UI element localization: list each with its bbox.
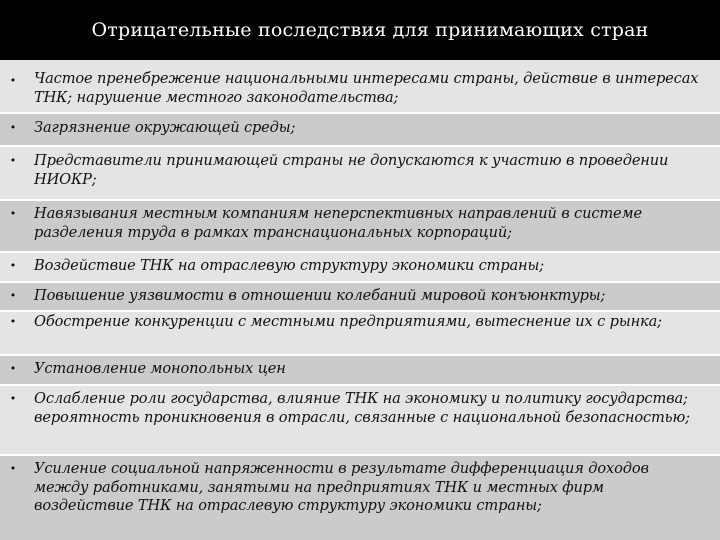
list-item-text: Загрязнение окружающей среды; bbox=[34, 119, 296, 136]
list-item-text: Частое пренебрежение национальными интересами страны, действие в интересах ТНК; нарушение местного законодательства; bbox=[34, 70, 699, 106]
list-item-text: Усиление социальной напряженности в результате дифференциация доходов между работниками, занятыми на предприятиях ТНК и местных фирм воздействие ТНК на отраслевую структуру экономики страны; bbox=[34, 460, 649, 514]
list-item bbox=[0, 283, 720, 310]
list-item bbox=[0, 253, 720, 281]
list-item bbox=[0, 386, 720, 454]
list-item-text: Обострение конкуренции с местными предприятиями, вытеснение их с рынка; bbox=[34, 313, 662, 330]
bullet-icon: • bbox=[9, 154, 17, 167]
title-bar bbox=[0, 0, 720, 60]
list-item bbox=[0, 114, 720, 145]
list-item-text: Навязывания местным компаниям неперспективных направлений в системе разделения труда в рамках транснациональных корпораций; bbox=[34, 205, 642, 241]
slide-title: Отрицательные последствия для принимающих стран bbox=[91, 19, 649, 41]
bullet-icon: • bbox=[9, 289, 17, 302]
list-item bbox=[0, 60, 720, 112]
bullet-icon: • bbox=[9, 392, 17, 405]
list-item-text: Представители принимающей страны не допускаются к участию в проведении НИОКР; bbox=[34, 152, 669, 188]
bullet-icon: • bbox=[9, 462, 17, 475]
bullet-icon: • bbox=[9, 259, 17, 272]
list-item-text: Воздействие ТНК на отраслевую структуру экономики страны; bbox=[34, 257, 545, 274]
list-item bbox=[0, 456, 720, 540]
bullet-icon: • bbox=[9, 207, 17, 220]
list-item bbox=[0, 312, 720, 354]
bullet-icon: • bbox=[9, 362, 17, 375]
bullet-icon: • bbox=[9, 315, 17, 328]
list-item-text: Установление монопольных цен bbox=[34, 360, 286, 377]
list-item bbox=[0, 147, 720, 199]
list-item-text: Ослабление роли государства, влияние ТНК на экономику и политику государства; вероятность проникновения в отрасли, связанные с национальной безопасностью; bbox=[34, 390, 690, 426]
list-item bbox=[0, 356, 720, 384]
list-item-text: Повышение уязвимости в отношении колебаний мировой конъюнктуры; bbox=[34, 287, 606, 304]
bullet-icon: • bbox=[9, 74, 17, 87]
bullet-icon: • bbox=[9, 121, 17, 134]
list-item bbox=[0, 201, 720, 251]
